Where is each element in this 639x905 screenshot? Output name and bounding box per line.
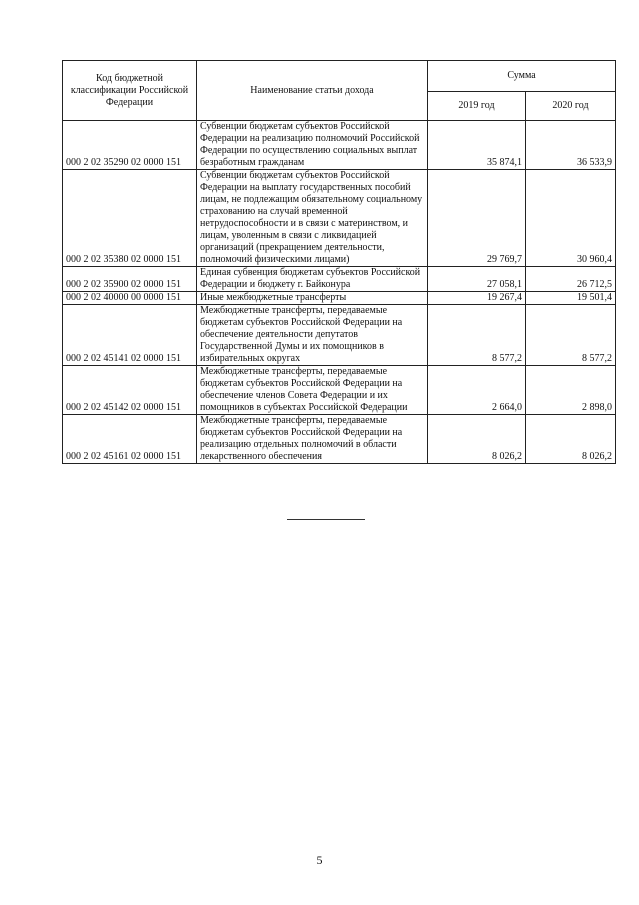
row-value-2020: 8 577,2: [526, 305, 616, 366]
header-sum: Сумма: [428, 61, 616, 92]
row-value-2019: 2 664,0: [428, 366, 526, 415]
row-code: 000 2 02 40000 00 0000 151: [63, 292, 197, 305]
table-header-row: [63, 61, 616, 92]
row-name: Межбюджетные трансферты, передаваемые бюджетам субъектов Российской Федерации на реализацию отдельных полномочий в области лекарственного обеспечения: [197, 415, 428, 464]
row-code: 000 2 02 35290 02 0000 151: [63, 121, 197, 170]
row-value-2019: 27 058,1: [428, 267, 526, 292]
row-code: 000 2 02 45161 02 0000 151: [63, 415, 197, 464]
row-value-2020: 30 960,4: [526, 170, 616, 267]
row-value-2020: 8 026,2: [526, 415, 616, 464]
row-value-2020: 19 501,4: [526, 292, 616, 305]
row-name: Межбюджетные трансферты, передаваемые бюджетам субъектов Российской Федерации на обеспечение членов Совета Федерации и их помощников в субъектах Российской Федерации: [197, 366, 428, 415]
budget-revenue-table: [62, 60, 616, 464]
row-name: Иные межбюджетные трансферты: [197, 292, 428, 305]
row-value-2019: 35 874,1: [428, 121, 526, 170]
end-divider-line: [287, 519, 365, 520]
header-name: Наименование статьи дохода: [197, 61, 428, 121]
row-value-2020: 26 712,5: [526, 267, 616, 292]
row-name: Межбюджетные трансферты, передаваемые бюджетам субъектов Российской Федерации на обеспечение деятельности депутатов Государственной Думы и их помощников в избирательных округах: [197, 305, 428, 366]
row-name: Субвенции бюджетам субъектов Российской Федерации на реализацию полномочий Российской Федерации по осуществлению социальных выплат безработным гражданам: [197, 121, 428, 170]
table-row: [63, 121, 616, 170]
row-value-2019: 19 267,4: [428, 292, 526, 305]
row-value-2020: 36 533,9: [526, 121, 616, 170]
row-code: 000 2 02 35900 02 0000 151: [63, 267, 197, 292]
row-value-2019: 8 026,2: [428, 415, 526, 464]
table-row: [63, 415, 616, 464]
row-code: 000 2 02 45141 02 0000 151: [63, 305, 197, 366]
row-value-2020: 2 898,0: [526, 366, 616, 415]
row-value-2019: 29 769,7: [428, 170, 526, 267]
row-name: Субвенции бюджетам субъектов Российской Федерации на выплату государственных пособий лицам, не подлежащим обязательному социальному страхованию на случай временной нетрудоспособности и в связи с материнством, и лицам, уволенным в связи с ликвидацией организаций (прекращением деятельности, полномочий физическими лицами): [197, 170, 428, 267]
table-row: [63, 267, 616, 292]
table-row: [63, 292, 616, 305]
row-name: Единая субвенция бюджетам субъектов Российской Федерации и бюджету г. Байконура: [197, 267, 428, 292]
header-code: Код бюджетной классификации Российской Федерации: [63, 61, 197, 121]
row-code: 000 2 02 45142 02 0000 151: [63, 366, 197, 415]
row-value-2019: 8 577,2: [428, 305, 526, 366]
header-year-2020: 2020 год: [526, 92, 616, 121]
header-year-2019: 2019 год: [428, 92, 526, 121]
table-row: [63, 170, 616, 267]
table-row: [63, 305, 616, 366]
row-code: 000 2 02 35380 02 0000 151: [63, 170, 197, 267]
page-number: 5: [316, 853, 323, 867]
table-row: [63, 366, 616, 415]
